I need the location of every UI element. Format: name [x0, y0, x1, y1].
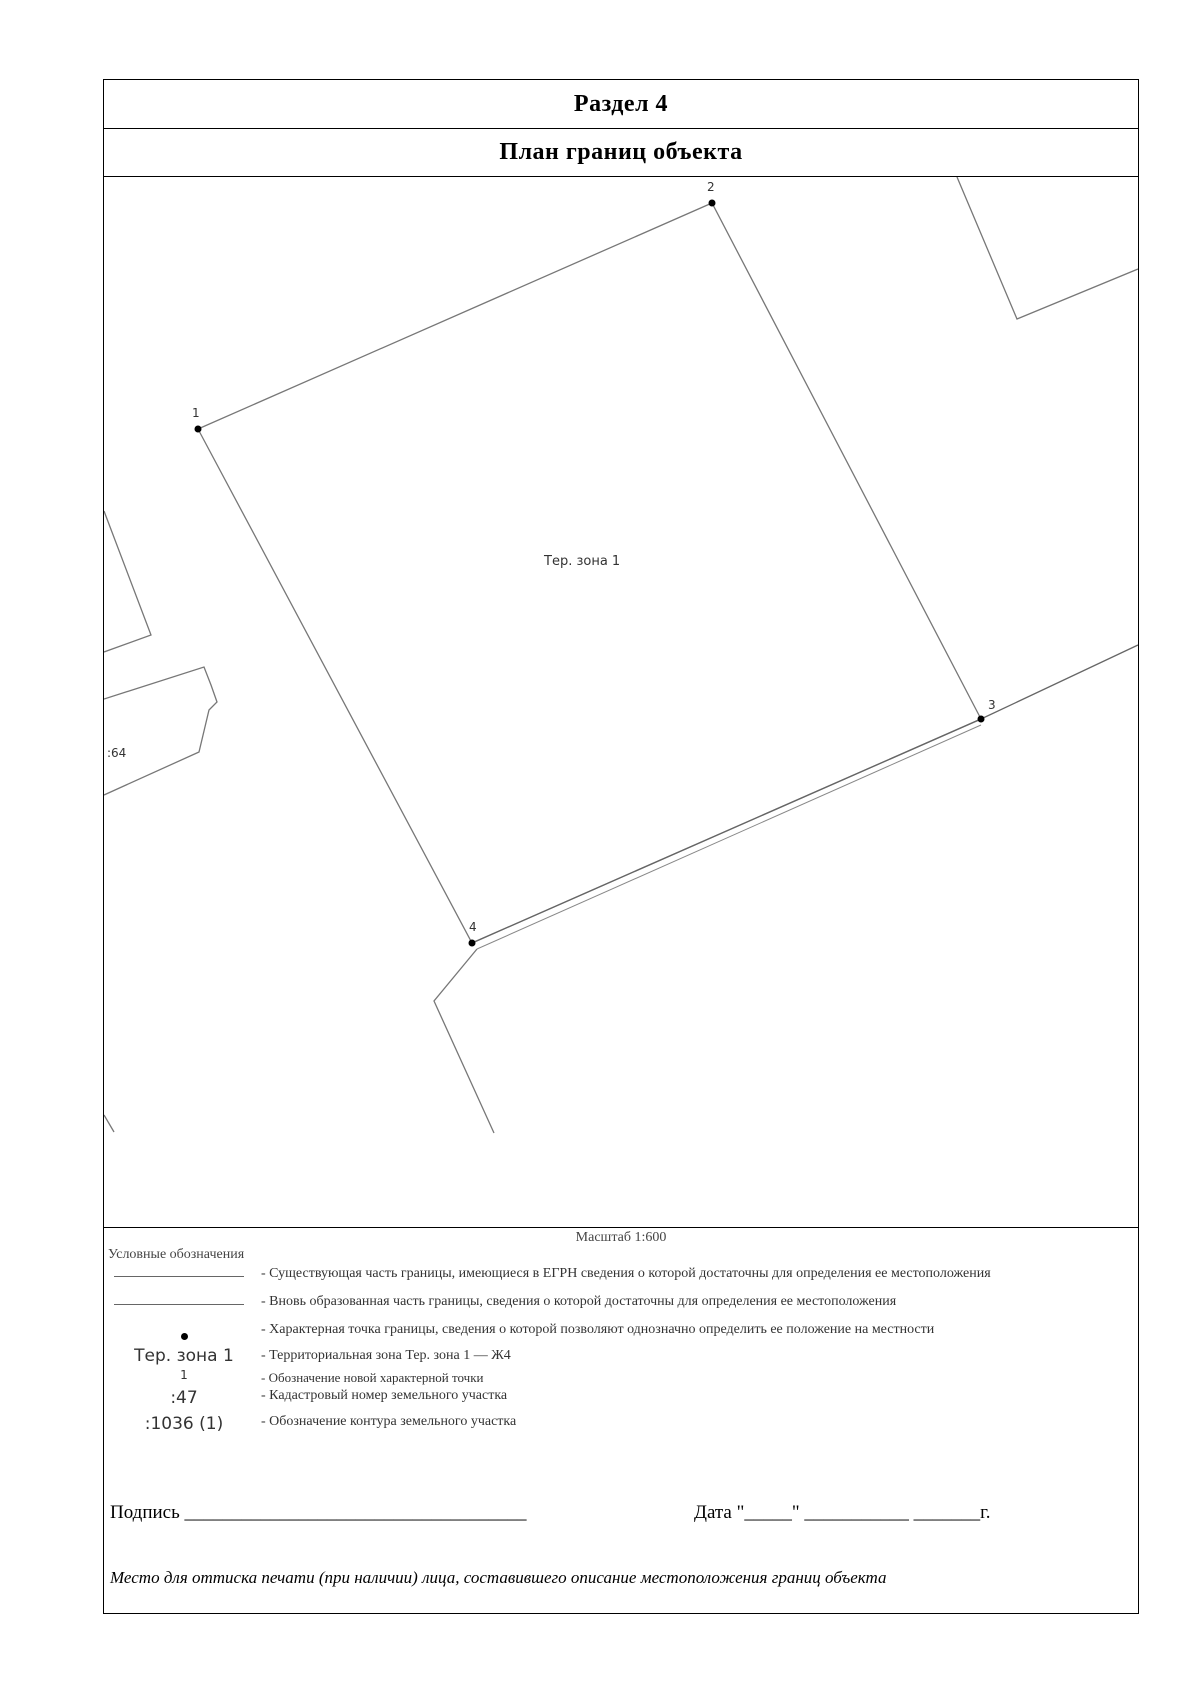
point-3-marker	[978, 716, 985, 723]
new-point-symbol: 1	[180, 1368, 188, 1382]
point-symbol	[104, 1328, 264, 1344]
lower-left-line	[104, 1115, 114, 1132]
point-1-marker	[195, 426, 202, 433]
signature-line: Подпись ____________________________________	[110, 1502, 527, 1523]
existing-boundary-line-symbol	[114, 1276, 244, 1277]
adjacent-boundary-line	[472, 645, 1138, 943]
new-boundary-line-symbol	[114, 1304, 244, 1305]
legend-text: - Характерная точка границы, сведения о которой позволяют однозначно определить ее положение на местности	[261, 1322, 935, 1337]
lower-parcel-line	[434, 949, 494, 1133]
legend-item-cadastral-number	[104, 1388, 1138, 1410]
point-1-label: 1	[192, 406, 200, 420]
point-3-label: 3	[988, 698, 996, 712]
legend-item-contour	[104, 1414, 1138, 1436]
neighbor-parcel-top-right	[957, 177, 1138, 319]
legend-text: - Территориальная зона Тер. зона 1 — Ж4	[261, 1348, 511, 1363]
point-4-marker	[469, 940, 476, 947]
section-heading: Раздел 4	[104, 80, 1138, 129]
neighbor-parcel-left-upper	[104, 511, 151, 652]
legend-text: - Обозначение контура земельного участка	[261, 1414, 517, 1429]
point-2-label: 2	[707, 180, 715, 194]
date-line: Дата "_____" ___________ _______г.	[694, 1502, 991, 1523]
neighbor-cadastral-label: :64	[107, 746, 127, 760]
zone-symbol: Тер. зона 1	[134, 1346, 234, 1366]
parcel-boundary	[198, 203, 981, 943]
legend-text: - Обозначение новой характерной точки	[261, 1370, 484, 1385]
plan-title: План границ объекта	[104, 128, 1138, 177]
point-4-label: 4	[469, 920, 477, 934]
document-frame	[103, 79, 1139, 1614]
seal-place-note: Место для оттиска печати (при наличии) лица, составившего описание местоположения границ объекта	[110, 1568, 887, 1587]
legend-title: Условные обозначения	[108, 1247, 245, 1262]
legend-item-new-boundary	[104, 1294, 1138, 1316]
legend-section	[104, 1227, 1138, 1613]
adjacent-boundary-line-2	[477, 725, 981, 949]
legend-item-characteristic-point	[104, 1322, 1138, 1344]
legend-text: - Вновь образованная часть границы, сведения о которой достаточны для определения ее местоположения	[261, 1294, 897, 1309]
legend-item-territorial-zone	[104, 1348, 1138, 1370]
cadastral-symbol: :47	[170, 1388, 198, 1408]
point-2-marker	[709, 200, 716, 207]
boundary-plan-map	[104, 177, 1138, 1227]
zone-label: Тер. зона 1	[544, 554, 621, 569]
contour-symbol: :1036 (1)	[144, 1414, 224, 1434]
neighbor-parcel-left-lower	[104, 667, 217, 795]
legend-text: - Кадастровый номер земельного участка	[261, 1388, 508, 1403]
scale-label: Масштаб 1:600	[575, 1230, 667, 1245]
legend-text: - Существующая часть границы, имеющиеся в ЕГРН сведения о которой достаточны для определения ее местоположения	[261, 1266, 991, 1281]
legend-item-existing-boundary	[104, 1266, 1138, 1288]
